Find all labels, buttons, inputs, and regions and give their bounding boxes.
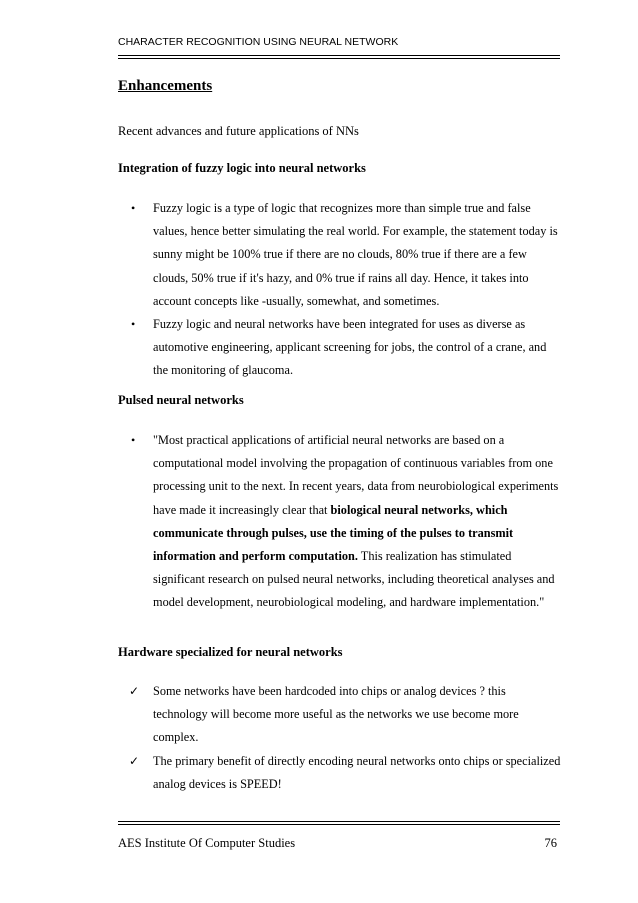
footer-rule-thin xyxy=(118,824,560,825)
quote-bold-text: biological neural networks, which communicate through pulses, use the timing of the pulses to transmit information and perform computation. xyxy=(153,502,514,564)
section-heading-hardware: Hardware specialized for neural networks xyxy=(118,645,343,659)
header-rule xyxy=(118,55,560,56)
checkmark-icon: ✓ xyxy=(129,684,140,698)
intro-text: Recent advances and future applications of NNs xyxy=(118,124,359,138)
page-number: 76 xyxy=(544,836,557,850)
quote-paragraph xyxy=(153,429,563,615)
section-heading-pulsed: Pulsed neural networks xyxy=(118,393,244,407)
list-item: Some networks have been hardcoded into chips or analog devices ? this technology will become more useful as the networks we use become more complex. xyxy=(153,684,519,745)
list-item: The primary benefit of directly encoding neural networks onto chips or specialized analog devices is SPEED! xyxy=(153,754,561,792)
list-item: Fuzzy logic is a type of logic that recognizes more than simple true and false values, hence better simulating the real world. For example, the statement today is sunny might be 100% true if there are no clouds, 80% true if there are a few clouds, 50% true if it's hazy, and 0% true if rains all day. Hence, it takes into account concepts like -usually, somewhat, and sometimes. xyxy=(153,201,558,308)
section-heading-fuzzy: Integration of fuzzy logic into neural networks xyxy=(118,161,366,175)
footer-rule xyxy=(118,821,560,822)
page-title: Enhancements xyxy=(118,78,213,94)
running-header: CHARACTER RECOGNITION USING NEURAL NETWORK xyxy=(118,36,399,48)
bullet-icon: • xyxy=(131,201,136,215)
quote-text-end: This realization has stimulated significant research on pulsed neural networks, including theoretical analyses and model development, neurobiological modeling, and hardware implementation." xyxy=(153,549,555,610)
quote-text: "Most practical applications of artificial neural networks are based on a computational model involving the propagation of continuous variables from one processing unit to the next. In recent years, data from neurobiological experiments have made it increasingly clear that xyxy=(153,433,559,517)
footer-institute: AES Institute Of Computer Studies xyxy=(118,836,296,850)
bullet-icon: • xyxy=(131,317,136,331)
header-rule-thin xyxy=(118,58,560,59)
bullet-icon: • xyxy=(131,433,136,447)
checkmark-icon: ✓ xyxy=(129,754,140,768)
list-item: Fuzzy logic and neural networks have been integrated for uses as diverse as automotive engineering, applicant screening for jobs, the control of a crane, and the monitoring of glaucoma. xyxy=(153,317,547,378)
